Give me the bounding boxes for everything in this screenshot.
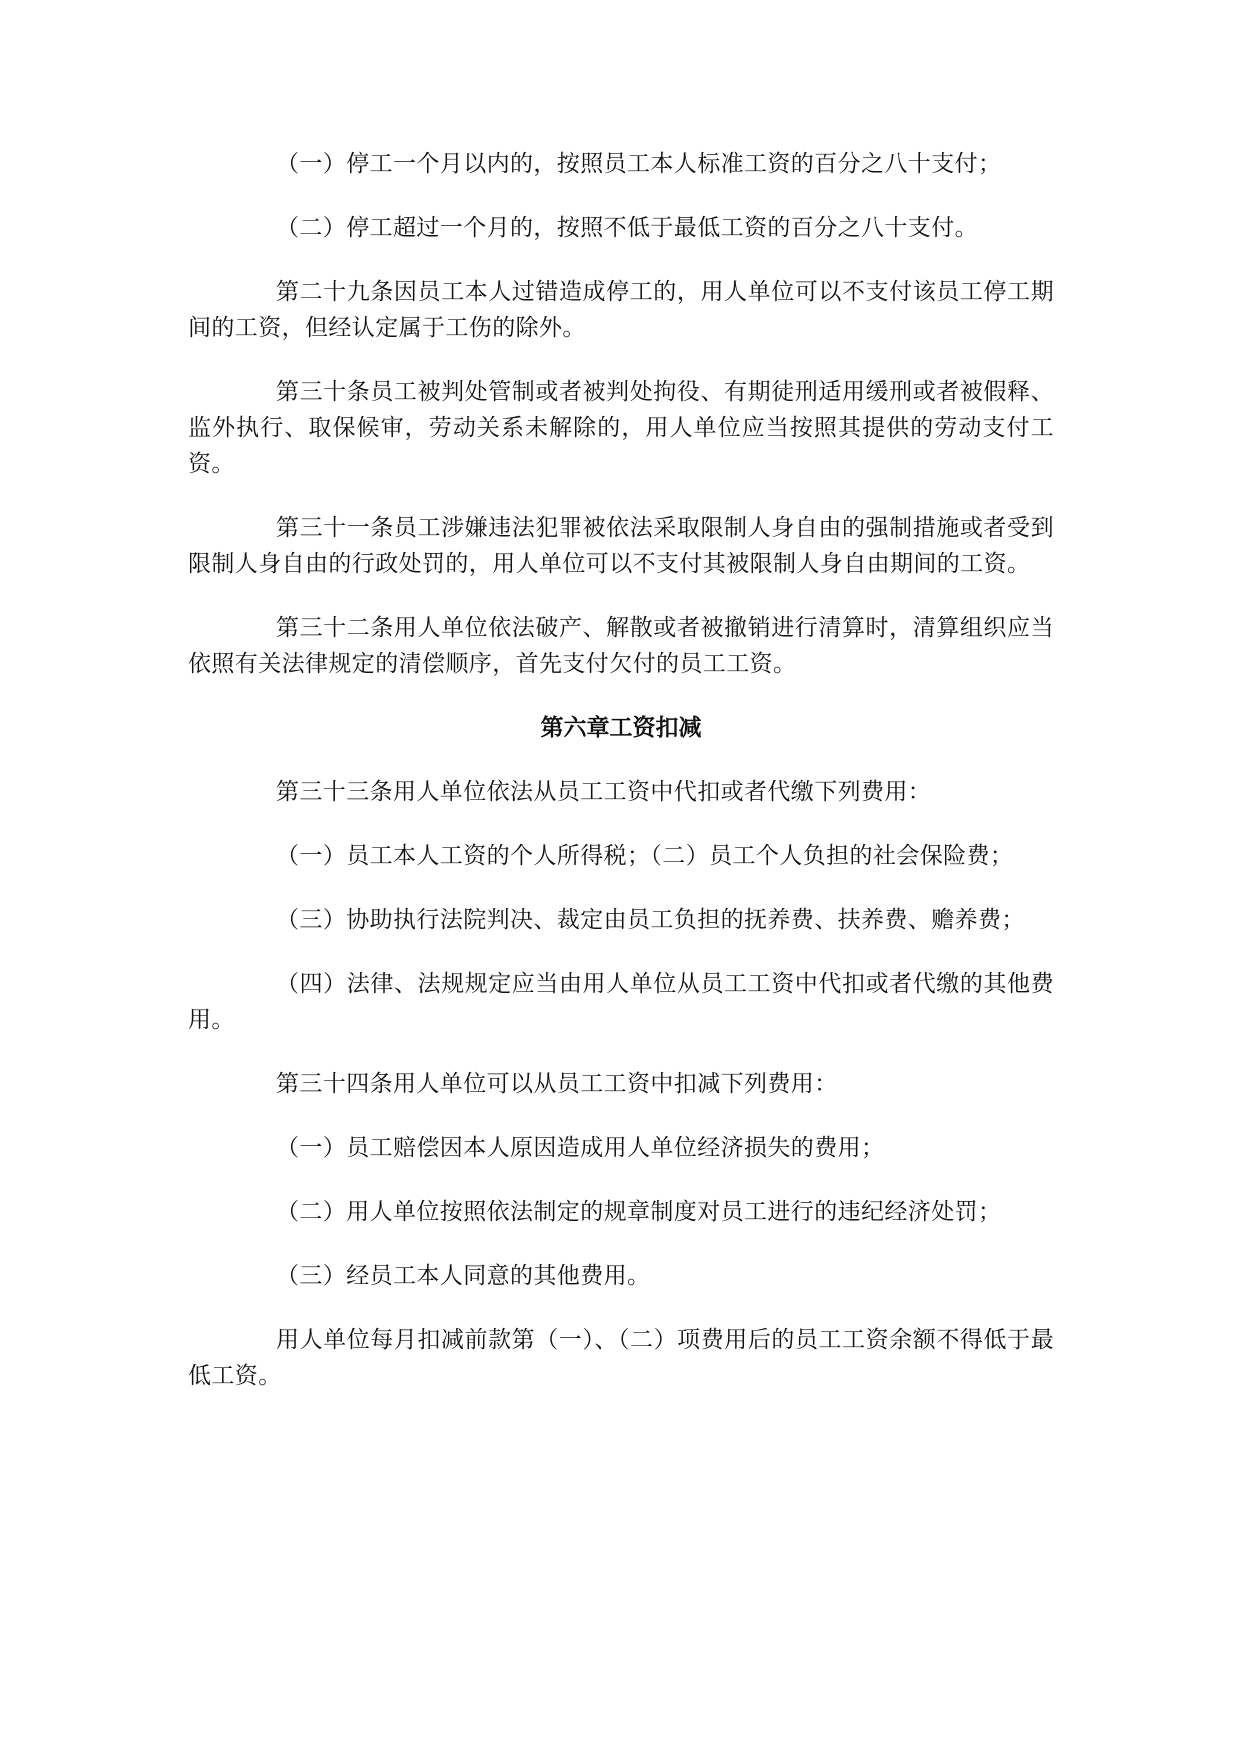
article-34: 第三十四条用人单位可以从员工工资中扣减下列费用： — [276, 1071, 838, 1097]
clause-item-5: （四）法律、法规规定应当由用人单位从员工工资中代扣或者代缴的其他费用。 — [188, 971, 1054, 1033]
clause-item-3: （一）员工本人工资的个人所得税；（二）员工个人负担的社会保险费； — [276, 843, 1014, 869]
article-33: 第三十三条用人单位依法从员工工资中代扣或者代缴下列费用： — [276, 779, 932, 805]
article-31: 第三十一条员工涉嫌违法犯罪被依法采取限制人身自由的强制措施或者受到限制人身自由的行政处罚的，用人单位可以不支付其被限制人身自由期间的工资。 — [188, 515, 1054, 577]
clause-item-4: （三）协助执行法院判决、裁定由员工负担的抚养费、扶养费、赡养费； — [276, 907, 1025, 933]
chapter-heading: 第六章工资扣减 — [540, 715, 702, 741]
clause-item-8: （三）经员工本人同意的其他费用。 — [276, 1263, 651, 1289]
clause-item-6: （一）员工赔偿因本人原因造成用人单位经济损失的费用； — [276, 1135, 885, 1161]
deduction-limit-paragraph: 用人单位每月扣减前款第（一）、（二）项费用后的员工工资余额不得低于最低工资。 — [188, 1327, 1054, 1389]
article-30: 第三十条员工被判处管制或者被判处拘役、有期徒刑适用缓刑或者被假释、监外执行、取保候审，劳动关系未解除的，用人单位应当按照其提供的劳动支付工资。 — [188, 379, 1054, 477]
document-page — [188, 146, 1054, 1422]
article-29: 第二十九条因员工本人过错造成停工的，用人单位可以不支付该员工停工期间的工资，但经认定属于工伤的除外。 — [188, 279, 1054, 341]
clause-item-2: （二）停工超过一个月的，按照不低于最低工资的百分之八十支付。 — [276, 215, 978, 241]
article-32: 第三十二条用人单位依法破产、解散或者被撤销进行清算时，清算组织应当依照有关法律规定的清偿顺序，首先支付欠付的员工工资。 — [188, 615, 1054, 677]
clause-item-7: （二）用人单位按照依法制定的规章制度对员工进行的违纪经济处罚； — [276, 1199, 1002, 1225]
clause-item-1: （一）停工一个月以内的，按照员工本人标准工资的百分之八十支付； — [276, 151, 1002, 177]
